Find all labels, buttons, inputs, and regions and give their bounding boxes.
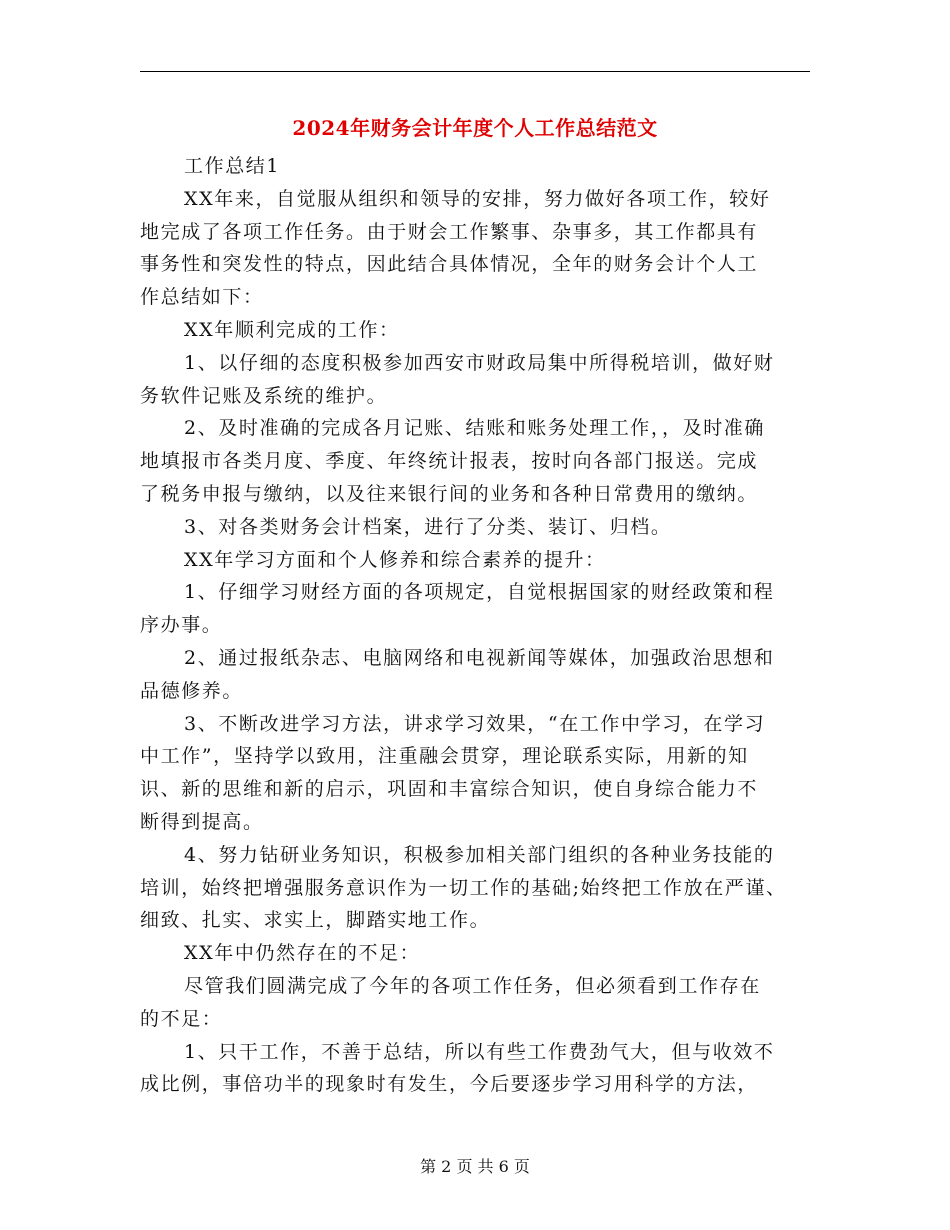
- header-rule: [140, 71, 810, 72]
- body-text-line: 1、以仔细的态度积极参加西安市财政局集中所得税培训，做好财: [184, 351, 775, 374]
- body-text-line: 2、通过报纸杂志、电脑网络和电视新闻等媒体，加强政治思想和: [184, 646, 775, 669]
- body-text-line: 了税务申报与缴纳，以及往来银行间的业务和各种日常费用的缴纳。: [140, 482, 759, 505]
- body-text-line: 4、努力钻研业务知识，积极参加相关部门组织的各种业务技能的: [184, 843, 775, 866]
- body-text-line: 3、对各类财务会计档案，进行了分类、装订、归档。: [184, 515, 672, 538]
- body-text-line: XX年顺利完成的工作：: [184, 318, 400, 341]
- body-text-line: 事务性和突发性的特点，因此结合具体情况，全年的财务会计个人工: [140, 253, 759, 276]
- page-number-footer: 第 2 页 共 6 页: [420, 1157, 530, 1176]
- body-text-line: 尽管我们圆满完成了今年的各项工作任务，但必须看到工作存在: [184, 974, 761, 997]
- body-text-line: 务软件记账及系统的维护。: [140, 384, 388, 407]
- document-title: 2024年财务会计年度个人工作总结范文: [292, 116, 658, 140]
- document-body: [140, 150, 810, 1101]
- body-text-line: 成比例，事倍功半的现象时有发生，今后要逐步学习用科学的方法，: [140, 1073, 759, 1096]
- body-text-line: 细致、扎实、求实上，脚踏实地工作。: [140, 909, 491, 932]
- body-text-line: XX年中仍然存在的不足：: [184, 942, 421, 965]
- body-text-line: 工作总结1: [184, 155, 281, 177]
- body-text-line: XX年学习方面和个人修养和综合素养的提升：: [184, 548, 606, 571]
- body-text-line: 识、新的思维和新的启示，巩固和丰富综合知识，使自身综合能力不: [140, 778, 759, 801]
- body-text-line: 的不足：: [140, 1007, 223, 1030]
- body-text-line: 1、只干工作，不善于总结，所以有些工作费劲气大，但与收效不: [184, 1040, 775, 1063]
- body-text-line: 地完成了各项工作任务。由于财会工作繁事、杂事多，其工作都具有: [140, 220, 759, 243]
- body-text-line: 1、仔细学习财经方面的各项规定，自觉根据国家的财经政策和程: [184, 581, 775, 604]
- body-text-line: 培训，始终把增强服务意识作为一切工作的基础;始终把工作放在严谨、: [140, 876, 787, 899]
- body-text-line: 品德修养。: [140, 679, 244, 702]
- body-text-line: XX年来，自觉服从组织和领导的安排，努力做好各项工作，较好: [184, 187, 771, 210]
- body-text-line: 断得到提高。: [140, 810, 264, 833]
- body-text-line: 地填报市各类月度、季度、年终统计报表，按时向各部门报送。完成: [140, 450, 759, 473]
- body-text-line: 作总结如下：: [140, 286, 264, 309]
- body-text-line: 中工作”，坚持学以致用，注重融会贯穿，理论联系实际，用新的知: [140, 745, 749, 768]
- body-text-line: 2、及时准确的完成各月记账、结账和账务处理工作，，及时准确: [184, 417, 765, 440]
- body-text-line: 3、不断改进学习方法，讲求学习效果，“在工作中学习，在学习: [184, 712, 766, 735]
- body-text-line: 序办事。: [140, 614, 223, 637]
